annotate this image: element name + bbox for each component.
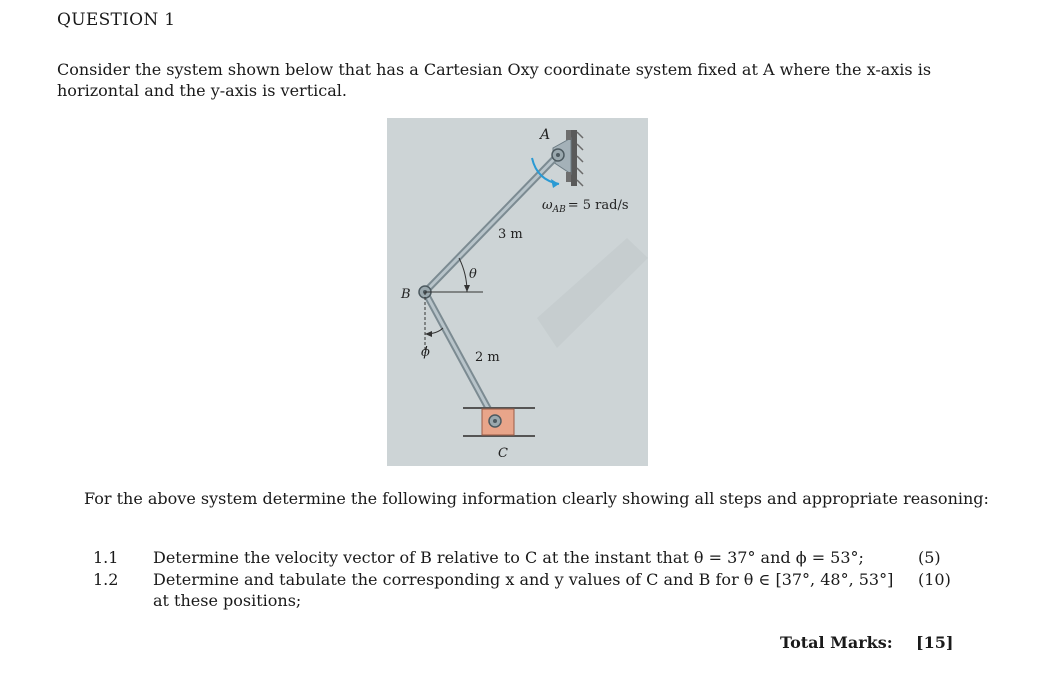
label-theta: θ (469, 267, 477, 282)
label-BC-length: 2 m (475, 350, 500, 365)
label-phi: ϕ (421, 345, 430, 360)
mechanism-diagram (387, 118, 648, 466)
mechanism-figure (387, 118, 648, 466)
question-text: Determine the velocity vector of B relative to C at the instant that θ = 37° and ϕ = 53°; (153, 548, 864, 567)
wall-support (571, 130, 577, 186)
question-title: QUESTION 1 (57, 10, 176, 30)
label-C: C (498, 446, 508, 461)
intro-paragraph: Consider the system shown below that has a Cartesian Oxy coordinate system fixed at A where the x-axis is horizontal and the y-axis is vertical. (57, 60, 932, 100)
instructions: For the above system determine the following information clearly showing all steps and appropriate reasoning: (84, 489, 989, 508)
question-marks: (5) (918, 548, 941, 567)
total-marks-value: [15] (916, 633, 954, 652)
question-number: 1.1 (93, 548, 119, 567)
label-AB-length: 3 m (498, 227, 523, 242)
question-text: Determine and tabulate the corresponding x and y values of C and B for θ ∈ [37°, 48°, 53°] at these positions; (153, 570, 894, 610)
question-number: 1.2 (93, 570, 119, 589)
label-A: A (540, 127, 551, 143)
label-omega: $\omega_{AB} = 5$ rad/s (542, 198, 629, 215)
total-marks-label: Total Marks: (780, 633, 893, 652)
question-marks: (10) (918, 570, 951, 589)
label-B: B (401, 287, 411, 302)
